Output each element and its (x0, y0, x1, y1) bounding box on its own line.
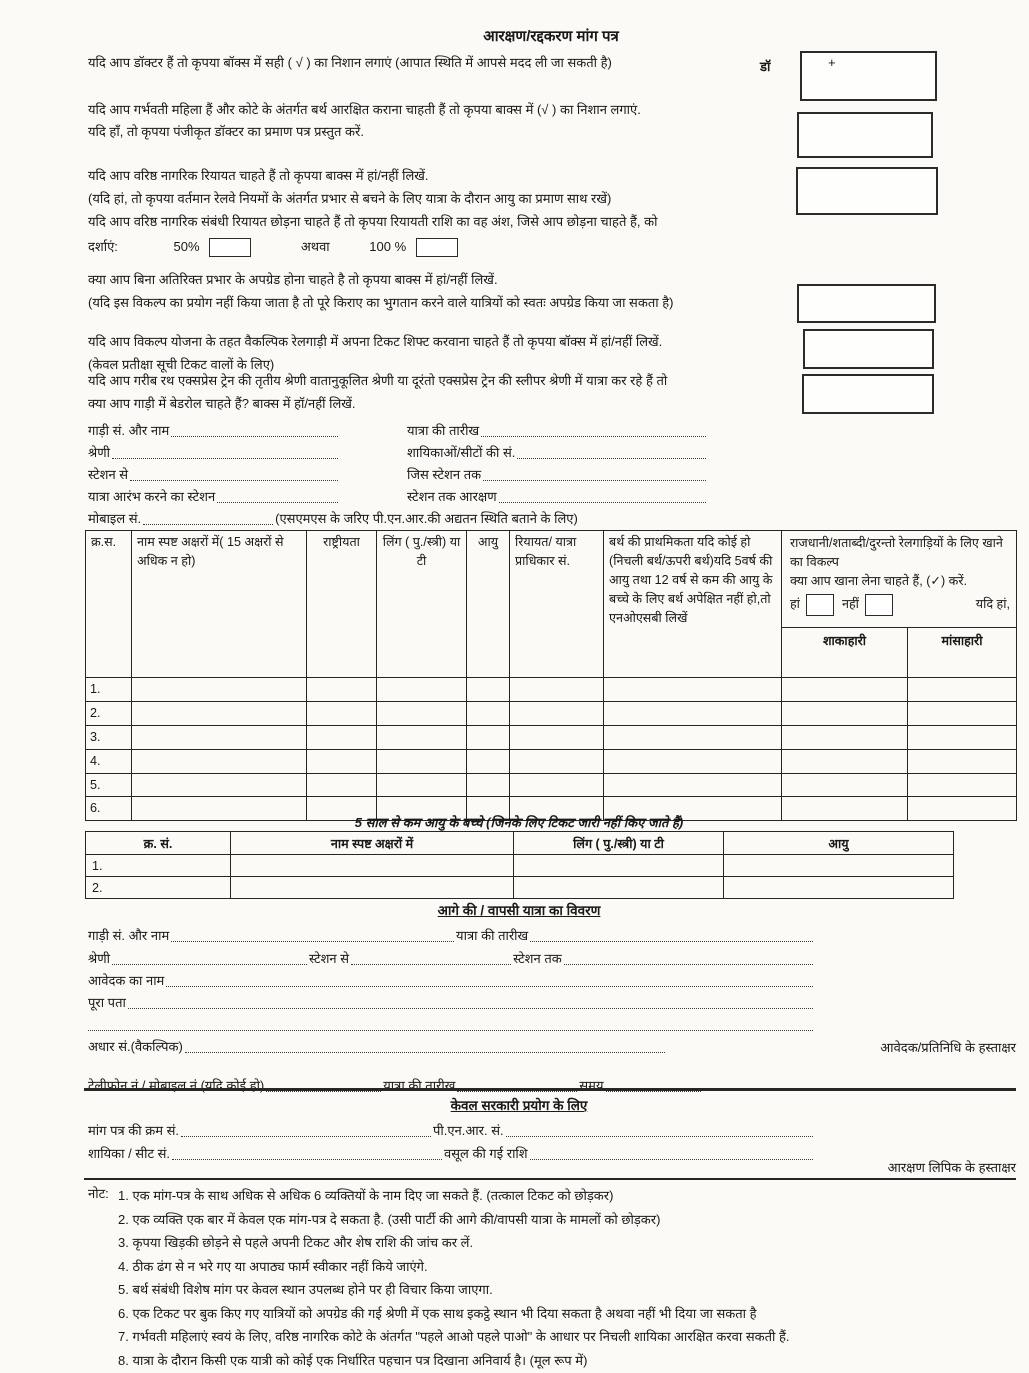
onward-train-label: गाड़ी सं. और नाम (88, 928, 170, 943)
child-row (86, 877, 954, 899)
mobile-note: (एसएमएस के जरिए पी.एन.आर.की अद्यतन स्थिति बताने के लिए) (275, 511, 578, 526)
form-title: आरक्षण/रद्दकरण मांग पत्र (483, 28, 619, 45)
age-cell[interactable] (467, 701, 510, 725)
children-table (85, 831, 954, 899)
nonveg-cell[interactable] (908, 749, 1017, 773)
nonveg-cell[interactable] (908, 773, 1017, 797)
col-name-header: नाम स्पष्ट अक्षरों में( 15 अक्षरों से अधिक न हो) (132, 531, 307, 678)
onward-date-field[interactable] (530, 928, 813, 942)
journey-date-label: यात्रा की तारीख (407, 423, 480, 438)
senior-answer-box[interactable] (796, 167, 938, 215)
boarding-station-label: यात्रा आरंभ करने का स्टेशन (88, 489, 216, 504)
gender-cell[interactable] (377, 773, 467, 797)
name-cell[interactable] (132, 725, 307, 749)
passenger-row (86, 701, 1017, 725)
col-berth-pref-header: बर्थ की प्राथमिकता यदि कोई हो (निचली बर्थ/ऊपरी बर्थ)यदि 5वर्ष की आयु तथा 12 वर्ष से कम की आयु के बच्चे के लिए बर्थ अपेक्षित नहीं हो,तो एनओएसबी लिखें (604, 531, 782, 678)
note-item: 6. एक टिकट पर बुक किए गए यात्रियों को अपग्रेड की गई श्रेणी में एक साथ इकट्ठे स्थान भी दिया सकता है अथवा नहीं भी दिया जा सकता है (118, 1305, 757, 1321)
veg-cell[interactable] (782, 749, 908, 773)
from-station-label: स्टेशन से (88, 467, 129, 482)
berth-pref-cell[interactable] (604, 773, 782, 797)
bedroll-answer-box[interactable] (802, 374, 934, 414)
note-item: 1. एक मांग-पत्र के साथ अधिक से अधिक 6 व्यक्तियों के नाम दिए जा सकते हैं. (तत्काल टिकट को छोड़कर) (118, 1188, 614, 1203)
child-serial-header: क्र. सं. (86, 832, 231, 855)
doctor-box-label: डॉ (760, 59, 771, 74)
berth-pref-cell[interactable] (604, 678, 782, 702)
senior-line1: यदि आप वरिष्ठ नागरिक रियायत चाहते हैं तो कृपया बाक्स में हां/नहीं लिखें. (88, 168, 429, 183)
nationality-cell[interactable] (307, 678, 377, 702)
note-item: 8. यात्रा के दौरान किसी एक यात्री को कोई एक निर्धारित पहचान पत्र दिखाना अनिवार्य है। (मूल रूप में) (118, 1352, 588, 1368)
concession-cell[interactable] (510, 773, 604, 797)
concession-cell[interactable] (510, 725, 604, 749)
doctor-box-mark: + (828, 55, 836, 70)
mobile-field[interactable] (143, 511, 273, 525)
pregnant-answer-box[interactable] (797, 112, 933, 158)
phone-date-label: यात्रा की तारीख (383, 1078, 456, 1093)
row-number: 6. (86, 797, 132, 821)
pregnant-line2: यदि हाँ, तो कृपया पंजीकृत डॉक्टर का प्रमाण पत्र प्रस्तुत करें. (88, 124, 364, 139)
journey-date-field[interactable] (481, 423, 706, 437)
row-number: 5. (86, 773, 132, 797)
col-concession-header: रियायत/ यात्रा प्राधिकार सं. (510, 531, 604, 678)
onward-section (88, 921, 815, 1094)
pnr-label: पी.एन.आर. सं. (432, 1123, 504, 1138)
meal-yes-label: हां (790, 597, 800, 612)
note-item: 4. ठीक ढंग से न भरे गए या अपाठ्य फार्म स्वीकार नहीं किये जाएंगे. (118, 1258, 428, 1274)
meal-yes-checkbox[interactable] (806, 594, 834, 616)
concession-cell[interactable] (510, 678, 604, 702)
meal-option-header (782, 531, 1017, 628)
concession-cell[interactable] (510, 749, 604, 773)
senior-line2: (यदि हां, तो कृपया वर्तमान रेलवे नियमों के अंतर्गत प्रभार से बचने के लिए यात्रा के दौरान आयु का प्रमाण साथ रखें) (88, 191, 612, 206)
veg-cell[interactable] (782, 773, 908, 797)
upgrade-line2: (यदि इस विकल्प का प्रयोग नहीं किया जाता है तो पूरे किराए का भुगतान करने वाले यात्रियों को स्वतः अपग्रेड किया जा सकता है) (88, 295, 674, 310)
resv-upto-field[interactable] (499, 489, 706, 503)
upgrade-answer-box[interactable] (797, 284, 936, 323)
bedroll-question (88, 369, 778, 415)
nationality-cell[interactable] (307, 773, 377, 797)
onward-section-title: आगे की / वापसी यात्रा का विवरण (437, 903, 601, 918)
berth-pref-cell[interactable] (604, 701, 782, 725)
to-station-label: जिस स्टेशन तक (407, 467, 482, 482)
row-number: 4. (86, 749, 132, 773)
berth-seat-label: शायिका / सीट सं. (88, 1146, 171, 1161)
notes-section (88, 1184, 1008, 1372)
onward-from-label: स्टेशन से (308, 951, 350, 966)
upgrade-question (88, 268, 778, 314)
onward-to-field[interactable] (564, 951, 813, 965)
clerk-signature-label: आरक्षण लिपिक के हस्ताक्षर (887, 1160, 1016, 1175)
berth-seat-field[interactable] (172, 1146, 442, 1160)
vikalp-line1: यदि आप विकल्प योजना के तहत वैकल्पिक रेलगाड़ी में अपना टिकट शिफ्ट करवाना चाहते हैं तो कृपया बॉक्स में हां/नहीं लिखें. (88, 334, 663, 349)
senior-100-label: 100 % (369, 239, 407, 254)
time-label: समय (579, 1078, 604, 1093)
official-section-title: केवल सरकारी प्रयोग के लिए (450, 1098, 588, 1113)
row-number: 1. (86, 678, 132, 702)
child-row (86, 855, 954, 877)
nonveg-cell[interactable] (908, 678, 1017, 702)
nonveg-cell[interactable] (908, 725, 1017, 749)
child-gender-header: लिंग ( पु./स्त्री) या टी (514, 832, 724, 855)
address-field-2[interactable] (88, 1017, 813, 1031)
veg-cell[interactable] (782, 725, 908, 749)
pregnant-line1: यदि आप गर्भवती महिला हैं और कोटे के अंतर्गत बर्थ आरक्षित कराना चाहती हैं तो कृपया बाक्स में (√ ) का निशान लगाएं. (88, 102, 641, 117)
nonveg-header: मांसाहारी (908, 628, 1017, 678)
senior-section (88, 164, 768, 258)
veg-cell[interactable] (782, 678, 908, 702)
senior-100-checkbox[interactable] (416, 238, 458, 257)
age-cell[interactable] (467, 678, 510, 702)
meal-no-checkbox[interactable] (865, 594, 893, 616)
senior-line3: यदि आप वरिष्ठ नागरिक संबंधी रियायत छोड़ना चाहते हैं तो कृपया रियायती राशि का वह अंश, जिसे आप छोड़ना चाहते हैं, को (88, 214, 658, 229)
pregnant-question (88, 99, 753, 143)
train-no-label: गाड़ी सं. और नाम (88, 423, 170, 438)
col-gender-header: लिंग ( पु./स्त्री) या टी (377, 531, 467, 678)
berths-label: शायिकाओं/सीटों की सं. (407, 445, 516, 460)
address-field[interactable] (128, 995, 813, 1009)
vikalp-answer-box[interactable] (803, 329, 934, 369)
aadhaar-label: अधार सं.(वैकल्पिक) (88, 1039, 183, 1054)
age-cell[interactable] (467, 773, 510, 797)
passenger-table (85, 530, 1017, 821)
passenger-row (86, 678, 1017, 702)
senior-or-label: अथवा (300, 239, 330, 254)
berths-field[interactable] (517, 445, 706, 459)
col-age-header: आयु (467, 531, 510, 678)
nationality-cell[interactable] (307, 749, 377, 773)
applicant-name-field[interactable] (166, 973, 813, 987)
berth-pref-cell[interactable] (604, 749, 782, 773)
notes-divider (84, 1178, 1016, 1180)
veg-cell[interactable] (782, 701, 908, 725)
mobile-label: मोबाइल सं. (88, 511, 142, 526)
to-station-field[interactable] (483, 467, 706, 481)
senior-50-checkbox[interactable] (209, 238, 251, 257)
nationality-cell[interactable] (307, 725, 377, 749)
meal-no-label: नहीं (841, 597, 859, 612)
name-cell[interactable] (132, 678, 307, 702)
child-name-cell[interactable] (231, 877, 514, 899)
gender-cell[interactable] (377, 701, 467, 725)
onward-to-label: स्टेशन तक (513, 951, 562, 966)
veg-header: शाकाहारी (782, 628, 908, 678)
resv-upto-label: स्टेशन तक आरक्षण (407, 489, 497, 504)
passenger-row (86, 749, 1017, 773)
nonveg-cell[interactable] (908, 701, 1017, 725)
name-cell[interactable] (132, 749, 307, 773)
concession-cell[interactable] (510, 701, 604, 725)
onward-class-label: श्रेणी (88, 951, 110, 966)
child-age-cell[interactable] (724, 877, 954, 899)
passenger-row (86, 725, 1017, 749)
child-gender-cell[interactable] (514, 855, 724, 877)
notes-label: नोट: (88, 1186, 109, 1201)
name-cell[interactable] (132, 701, 307, 725)
note-item: 2. एक व्यक्ति एक बार में केवल एक मांग-पत्र दे सकता है. (उसी पार्टी की आगे की/वापसी यात्रा के मामलों को छोड़कर) (118, 1211, 661, 1227)
address-label: पूरा पता (88, 995, 126, 1010)
meal-line2: क्या आप खाना लेना चाहते हैं, (✓) करें. (790, 573, 967, 588)
children-table-title: 5 साल से कम आयु के बच्चे (जिनके लिए टिकट जारी नहीं किए जाते हैं) (354, 815, 684, 830)
child-name-cell[interactable] (231, 855, 514, 877)
child-age-header: आयु (724, 832, 954, 855)
child-gender-cell[interactable] (514, 877, 724, 899)
requisition-no-label: मांग पत्र की क्रम सं. (88, 1123, 179, 1138)
passenger-row (86, 773, 1017, 797)
row-number: 3. (86, 725, 132, 749)
class-field[interactable] (112, 445, 338, 459)
requisition-no-field[interactable] (181, 1123, 431, 1137)
boarding-station-field[interactable] (217, 489, 338, 503)
amount-label: वसूल की गई राशि (444, 1146, 528, 1161)
onward-date-label: यात्रा की तारीख (456, 928, 529, 943)
gender-cell[interactable] (377, 725, 467, 749)
child-name-header: नाम स्पष्ट अक्षरों में (231, 832, 514, 855)
meal-if-yes-label: यदि हां, (975, 597, 1010, 612)
official-section (88, 1116, 815, 1162)
gender-cell[interactable] (377, 678, 467, 702)
child-row-number: 1. (86, 855, 231, 877)
doctor-question: यदि आप डॉक्टर हैं तो कृपया बॉक्स में सही ( √ ) का निशान लगाएं (आपात स्थिति में आपसे मदद ली जा सकती है) (88, 55, 612, 70)
onward-train-field[interactable] (171, 928, 454, 942)
row-number: 2. (86, 701, 132, 725)
senior-show-label: दर्शाएं: (88, 239, 118, 254)
phone-label: टेलीफोन नं./ मोबाइल नं (यदि कोई हो) (88, 1078, 265, 1093)
onward-from-field[interactable] (351, 951, 511, 965)
age-cell[interactable] (467, 725, 510, 749)
nationality-cell[interactable] (307, 701, 377, 725)
applicant-name-label: आवेदक का नाम (88, 973, 165, 988)
note-item: 7. गर्भवती महिलाएं स्वयं के लिए, वरिष्ठ नागरिक कोटे के अंतर्गत "पहले आओ पहले पाओ" के आधार पर निचली शायिका आरक्षित करवा सकती हैं. (118, 1329, 790, 1344)
note-item: 3. कृपया खिड़की छोड़ने से पहले अपनी टिकट और शेष राशि की जांच कर लें. (118, 1235, 474, 1250)
train-no-field[interactable] (171, 423, 338, 437)
journey-fields (88, 417, 708, 527)
child-age-cell[interactable] (724, 855, 954, 877)
onward-class-field[interactable] (112, 951, 307, 965)
name-cell[interactable] (132, 773, 307, 797)
section-divider (84, 1088, 1016, 1091)
upgrade-line1: क्या आप बिना अतिरिक्त प्रभार के अपग्रेड होना चाहते है तो कृपया बाक्स में हां/नहीं लिखें. (88, 272, 498, 287)
gender-cell[interactable] (377, 749, 467, 773)
note-item: 5. बर्थ संबंधी विशेष मांग पर केवल स्थान उपलब्ध होने पर ही विचार किया जाएगा. (118, 1282, 493, 1297)
bedroll-line2: क्या आप गाड़ी में बेडरोल चाहते हैं? बाक्स में हॉ/नहीं लिखें. (88, 396, 356, 411)
class-label: श्रेणी (88, 445, 110, 460)
bedroll-line1: यदि आप गरीब रथ एक्सप्रेस ट्रेन की तृतीय श्रेणी वातानुकूलित श्रेणी या दूरंतो एक्सप्रेस ट्रेन की स्लीपर श्रेणी में यात्रा कर रहे हैं तो (88, 373, 668, 388)
col-nationality-header: राष्ट्रीयता (307, 531, 377, 678)
aadhaar-field[interactable] (185, 1039, 665, 1053)
pnr-field[interactable] (506, 1123, 813, 1137)
age-cell[interactable] (467, 749, 510, 773)
doctor-answer-box[interactable] (800, 51, 937, 101)
from-station-field[interactable] (130, 467, 338, 481)
meal-line1: राजधानी/शताब्दी/दुरन्तो रेलगाड़ियों के लिए खाने का विकल्प (790, 536, 1003, 569)
applicant-signature-label: आवेदक/प्रतिनिधि के हस्ताक्षर (880, 1040, 1016, 1055)
senior-50-label: 50% (173, 239, 200, 254)
child-row-number: 2. (86, 877, 231, 899)
col-serial-header: क्र.स. (86, 531, 132, 678)
berth-pref-cell[interactable] (604, 725, 782, 749)
vikalp-line2: (केवल प्रतीक्षा सूची टिकट वालों के लिए) (88, 357, 275, 372)
